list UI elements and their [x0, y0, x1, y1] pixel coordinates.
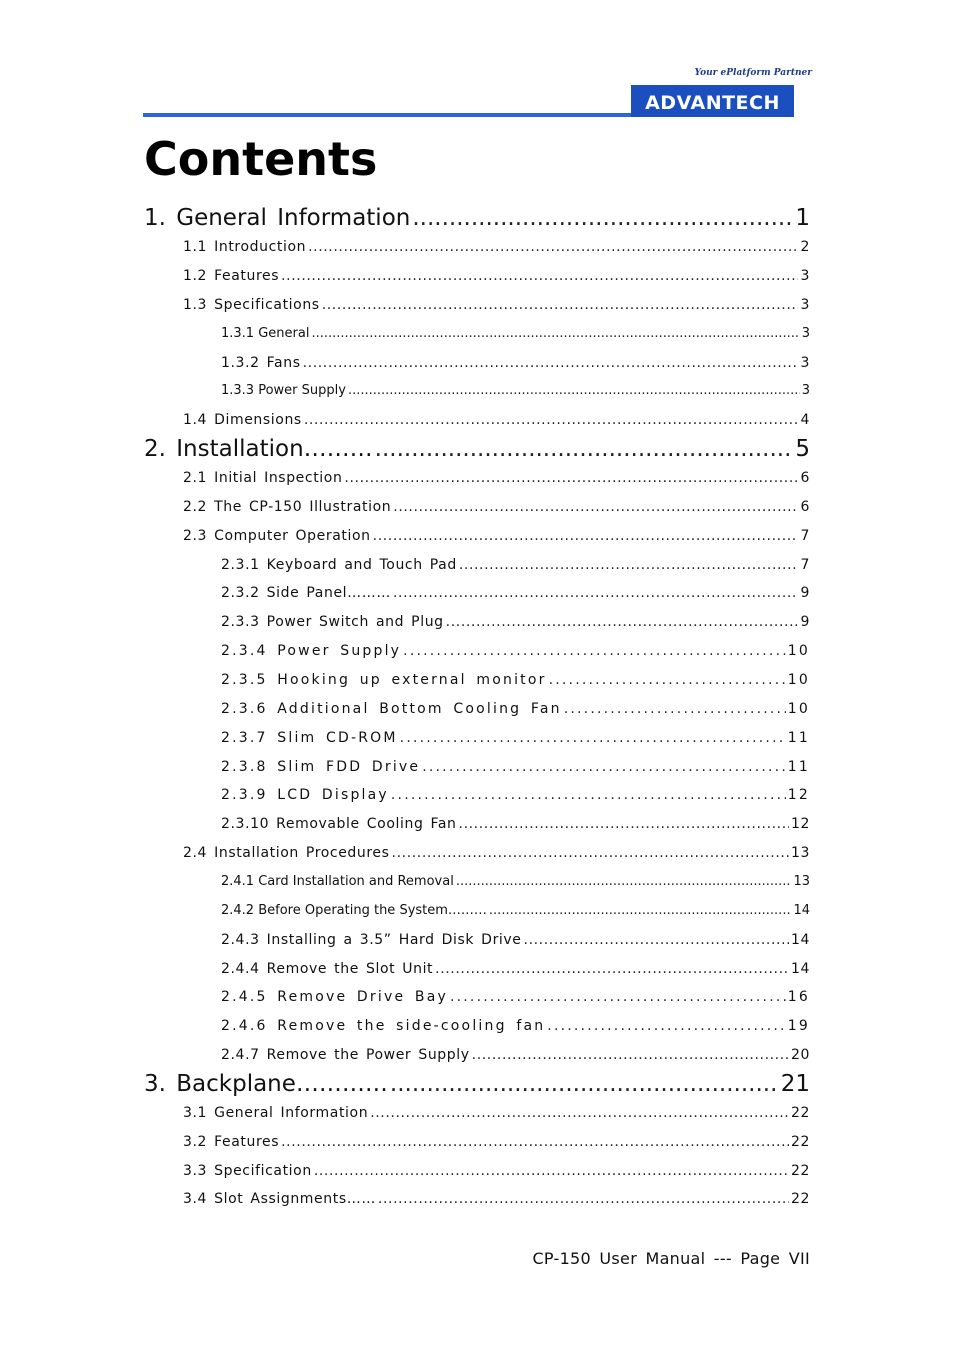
toc-entry-label: 2.4.2 Before Operating the System……… [221, 903, 487, 918]
toc-entry[interactable] [221, 643, 810, 659]
toc-entry[interactable] [183, 297, 810, 313]
toc-entry-label: 2.4.4 Remove the Slot Unit [221, 961, 434, 977]
dot-leader [375, 436, 794, 462]
toc-entry[interactable] [221, 326, 810, 341]
toc-entry-label: 3.1 General Information [183, 1105, 369, 1121]
toc-entry[interactable] [221, 961, 810, 977]
toc-entry[interactable] [221, 1047, 810, 1063]
toc-entry-label: 2.4.1 Card Installation and Removal [221, 874, 454, 889]
toc-entry[interactable] [221, 383, 810, 398]
toc-entry-page: 22 [790, 1163, 810, 1179]
page-title: Contents [144, 132, 378, 186]
dot-leader [373, 528, 799, 544]
toc-entry-label: 1.3.3 Power Supply [221, 383, 346, 398]
toc-entry-page: 20 [790, 1047, 810, 1063]
toc-entry-page: 12 [787, 787, 810, 803]
toc-entry-page: 14 [793, 903, 810, 918]
dot-leader [393, 499, 798, 515]
toc-entry-label: 2.3 Computer Operation [183, 528, 371, 544]
toc-entry[interactable] [221, 903, 810, 918]
toc-entry-page: 13 [793, 874, 810, 889]
dot-leader [472, 1047, 789, 1063]
toc-entry-label: 2.4.5 Remove Drive Bay [221, 989, 448, 1005]
toc-entry-page: 22 [790, 1191, 810, 1207]
dot-leader [435, 961, 789, 977]
toc-entry-page: 19 [787, 1018, 810, 1034]
dot-leader [304, 412, 799, 428]
toc-entry[interactable] [221, 1018, 810, 1034]
toc-entry-page: 3 [801, 326, 810, 341]
toc-entry-page: 2 [800, 239, 810, 255]
toc-entry-page: 12 [790, 816, 810, 832]
toc-entry[interactable] [144, 1071, 810, 1097]
toc-entry[interactable] [183, 239, 810, 255]
toc-entry-page: 3 [800, 297, 810, 313]
dot-leader [391, 787, 786, 803]
toc-entry[interactable] [221, 672, 810, 688]
toc-entry-page: 22 [790, 1105, 810, 1121]
dot-leader [311, 326, 799, 341]
toc-entry-page: 16 [787, 989, 810, 1005]
toc-entry-label: 2.3.10 Removable Cooling Fan [221, 816, 457, 832]
toc-entry-label: 2.4.3 Installing a 3.5” Hard Disk Drive [221, 932, 522, 948]
dot-leader [281, 1134, 789, 1150]
dot-leader [378, 1191, 789, 1207]
toc-entry-label: 2.4.6 Remove the side-cooling fan [221, 1018, 546, 1034]
toc-entry-label: 2.3.4 Power Supply [221, 643, 402, 659]
toc-entry-label: 2. Installation……… [144, 436, 373, 462]
dot-leader [400, 730, 786, 746]
dot-leader [547, 1018, 785, 1034]
toc-entry-label: 3.2 Features [183, 1134, 280, 1150]
toc-entry-label: 2.3.2 Side Panel……… [221, 585, 391, 601]
toc-entry[interactable] [183, 470, 810, 486]
dot-leader [314, 1163, 789, 1179]
toc-entry[interactable] [221, 557, 810, 573]
toc-entry-page: 4 [800, 412, 810, 428]
toc-entry[interactable] [221, 355, 810, 371]
toc-entry[interactable] [221, 759, 810, 775]
dot-leader [344, 470, 798, 486]
toc-entry[interactable] [221, 932, 810, 948]
page-footer: CP-150 User Manual --- Page VII [532, 1249, 810, 1268]
toc-entry-label: 2.3.3 Power Switch and Plug [221, 614, 444, 630]
dot-leader [456, 874, 792, 889]
toc-entry-page: 14 [790, 961, 810, 977]
toc-entry-label: 3.4 Slot Assignments…… [183, 1191, 376, 1207]
advantech-logo: ADVANTECH [631, 85, 794, 117]
toc-entry-page: 7 [800, 528, 810, 544]
dot-leader [446, 614, 799, 630]
toc-entry[interactable] [183, 528, 810, 544]
toc-entry[interactable] [183, 499, 810, 515]
toc-entry[interactable] [221, 614, 810, 630]
dot-leader [281, 268, 798, 284]
toc-entry[interactable] [221, 585, 810, 601]
toc-entry-page: 6 [800, 499, 810, 515]
toc-entry-label: 1.1 Introduction [183, 239, 307, 255]
dot-leader [348, 383, 800, 398]
toc-entry-label: 1.3.1 General [221, 326, 310, 341]
toc-entry-label: 3.3 Specification [183, 1163, 312, 1179]
toc-entry-page: 3 [800, 355, 810, 371]
toc-entry-page: 3 [800, 268, 810, 284]
toc-entry-page: 9 [800, 614, 810, 630]
toc-entry-label: 2.4.7 Remove the Power Supply [221, 1047, 470, 1063]
toc-entry[interactable] [183, 1105, 810, 1121]
dot-leader [390, 1071, 779, 1097]
toc-entry-label: 1.4 Dimensions [183, 412, 302, 428]
toc-entry-label: 2.3.1 Keyboard and Touch Pad [221, 557, 457, 573]
dot-leader [489, 903, 792, 918]
toc-entry-page: 10 [787, 672, 810, 688]
toc-entry[interactable] [221, 874, 810, 889]
dot-leader [412, 205, 793, 231]
dot-leader [524, 932, 789, 948]
toc-entry[interactable] [144, 436, 810, 462]
dot-leader [450, 989, 786, 1005]
dot-leader [392, 845, 789, 861]
toc-entry[interactable] [183, 1191, 810, 1207]
toc-entry[interactable] [183, 268, 810, 284]
toc-entry-label: 1.3 Specifications [183, 297, 320, 313]
toc-entry[interactable] [183, 1134, 810, 1150]
dot-leader [549, 672, 786, 688]
toc-entry-label: 2.3.9 LCD Display [221, 787, 389, 803]
toc-entry-page: 11 [787, 730, 810, 746]
dot-leader [322, 297, 799, 313]
toc-entry[interactable] [183, 1163, 810, 1179]
dot-leader [422, 759, 786, 775]
toc-entry-page: 7 [800, 557, 810, 573]
toc-entry[interactable] [183, 412, 810, 428]
toc-entry[interactable] [221, 730, 810, 746]
toc-entry[interactable] [183, 845, 810, 861]
toc-entry-page: 6 [800, 470, 810, 486]
toc-entry-label: 1.2 Features [183, 268, 280, 284]
toc-entry-page: 14 [790, 932, 810, 948]
dot-leader [303, 355, 799, 371]
toc-entry[interactable] [221, 989, 810, 1005]
toc-entry-label: 2.3.5 Hooking up external monitor [221, 672, 547, 688]
toc-entry-page: 21 [780, 1071, 810, 1097]
dot-leader [393, 585, 799, 601]
toc-entry-label: 2.3.7 Slim CD-ROM [221, 730, 398, 746]
toc-entry-page: 11 [787, 759, 810, 775]
dot-leader [308, 239, 798, 255]
dot-leader [459, 816, 789, 832]
toc-entry-page: 3 [801, 383, 810, 398]
dot-leader [459, 557, 799, 573]
dot-leader [370, 1105, 789, 1121]
toc-entry-page: 13 [790, 845, 810, 861]
toc-entry-label: 1.3.2 Fans [221, 355, 301, 371]
toc-entry[interactable] [144, 205, 810, 231]
dot-leader [403, 643, 786, 659]
toc-entry-label: 2.1 Initial Inspection [183, 470, 343, 486]
toc-entry-page: 10 [787, 643, 810, 659]
toc-entry-page: 9 [800, 585, 810, 601]
toc-entry-label: 2.2 The CP-150 Illustration [183, 499, 392, 515]
dot-leader [564, 701, 786, 717]
toc-entry-page: 1 [795, 205, 810, 231]
toc-entry-label: 1. General Information [144, 205, 411, 231]
tagline: Your ePlatform Partner [694, 68, 812, 78]
toc-entry[interactable] [221, 816, 810, 832]
toc-entry-label: 2.3.6 Additional Bottom Cooling Fan [221, 701, 562, 717]
toc-entry-label: 3. Backplane………… [144, 1071, 388, 1097]
toc-entry-page: 10 [787, 701, 810, 717]
toc-entry[interactable] [221, 787, 810, 803]
toc-entry-label: 2.4 Installation Procedures [183, 845, 390, 861]
toc-entry[interactable] [221, 701, 810, 717]
toc-entry-page: 22 [790, 1134, 810, 1150]
toc-entry-label: 2.3.8 Slim FDD Drive [221, 759, 421, 775]
toc-entry-page: 5 [795, 436, 810, 462]
